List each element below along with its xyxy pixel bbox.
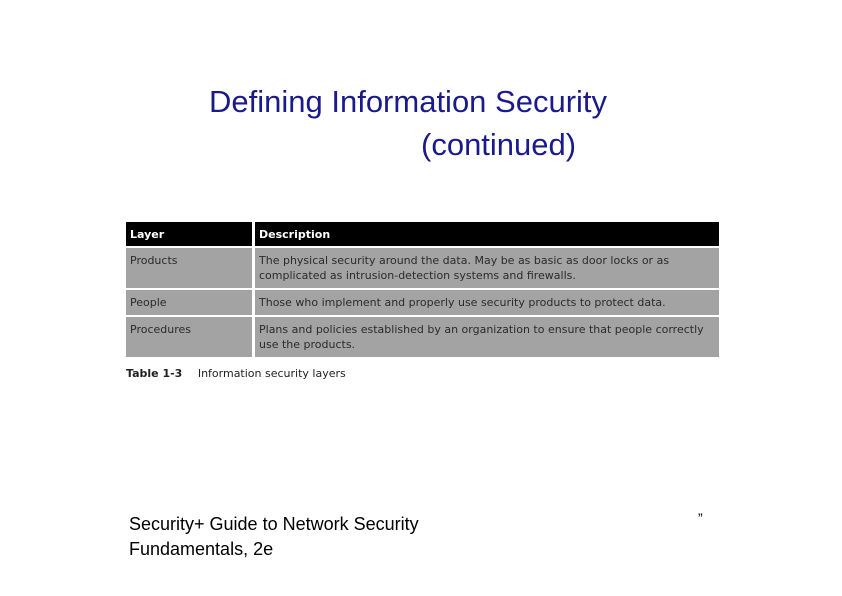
column-header-description: Description bbox=[255, 222, 719, 246]
column-header-layer: Layer bbox=[126, 222, 252, 246]
table-row bbox=[126, 248, 719, 288]
page-mark: ” bbox=[698, 510, 703, 526]
slide-title-line-1: Defining Information Security bbox=[209, 84, 608, 119]
layer-cell: Procedures bbox=[126, 317, 252, 357]
table-caption-text: Information security layers bbox=[197, 367, 346, 380]
slide-title-line-2: (continued) bbox=[421, 127, 577, 162]
footer-line-2: Fundamentals, 2e bbox=[129, 539, 274, 559]
table-caption-number: Table 1-3 bbox=[126, 367, 183, 380]
table-header-row bbox=[126, 222, 719, 246]
layer-cell: People bbox=[126, 290, 252, 315]
description-cell: Those who implement and properly use security products to protect data. bbox=[255, 290, 719, 315]
table-row bbox=[126, 317, 719, 357]
table-caption bbox=[126, 367, 719, 380]
security-layers-table-figure bbox=[126, 220, 719, 380]
description-cell: Plans and policies established by an organization to ensure that people correctly use the products. bbox=[255, 317, 719, 357]
footer-line-1: Security+ Guide to Network Security bbox=[129, 514, 419, 534]
description-cell: The physical security around the data. May be as basic as door locks or as complicated as intrusion-detection systems and firewalls. bbox=[255, 248, 719, 288]
slide-title bbox=[0, 80, 842, 166]
security-layers-table bbox=[123, 220, 722, 359]
layer-cell: Products bbox=[126, 248, 252, 288]
table-row bbox=[126, 290, 719, 315]
slide-footer bbox=[129, 512, 529, 562]
